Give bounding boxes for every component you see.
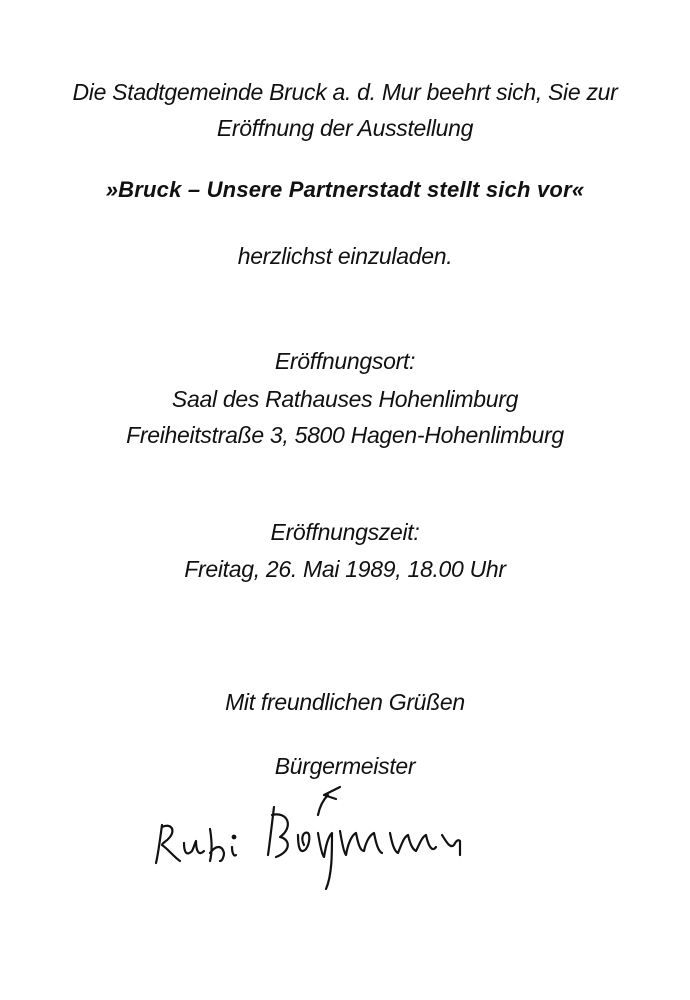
closing-role: Bürgermeister <box>274 753 416 779</box>
intro-line-1: Die Stadtgemeinde Bruck a. d. Mur beehrt sich, Sie zur <box>72 79 618 105</box>
closing-greeting: Mit freundlichen Grüßen <box>225 689 465 715</box>
time-label: Eröffnungszeit: <box>270 519 420 545</box>
exhibition-title: »Bruck – Unsere Partnerstadt stellt sich vor« <box>105 177 585 202</box>
venue-hall: Saal des Rathauses Hohenlimburg <box>171 386 519 412</box>
invite-line: herzlichst einzuladen. <box>237 243 453 269</box>
handwritten-signature <box>140 785 520 905</box>
intro-line-2: Eröffnung der Ausstellung <box>216 115 474 141</box>
time-datetime: Freitag, 26. Mai 1989, 18.00 Uhr <box>184 556 506 582</box>
venue-label: Eröffnungsort: <box>274 348 416 374</box>
venue-address: Freiheitstraße 3, 5800 Hagen-Hohenlimburg <box>126 422 564 448</box>
